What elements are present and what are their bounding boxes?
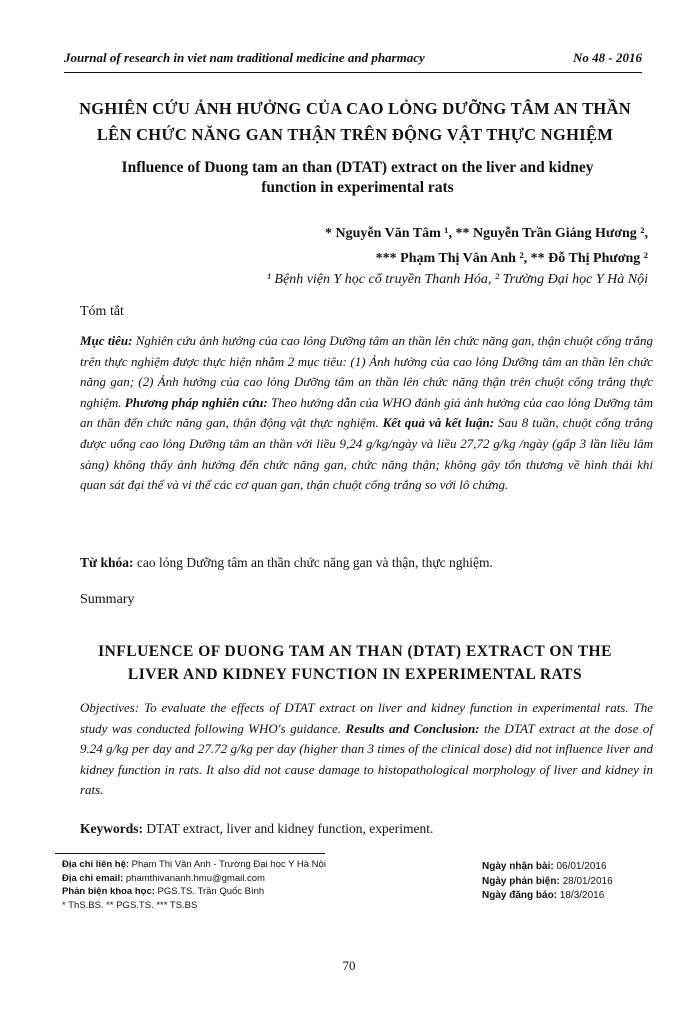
- footnote-contact: [62, 858, 402, 912]
- published-label: Ngày đăng báo:: [482, 890, 558, 901]
- reviewed-value: 28/01/2016: [559, 875, 613, 887]
- keywords-label-en: Keywords:: [80, 821, 143, 836]
- degrees-line: * ThS.BS. ** PGS.TS. *** TS.BS: [62, 899, 198, 911]
- abstract-vi: [80, 331, 653, 496]
- contact-value: Phạm Thị Vân Anh - Trường Đại học Y Hà Nội: [129, 859, 326, 870]
- english-title: [60, 158, 655, 198]
- reviewer-value: PGS.TS. Trần Quốc Bình: [154, 886, 265, 897]
- results-label-en: Results and Conclusion:: [345, 720, 480, 736]
- objective-text-vi: Nghiên cứu ảnh hưởng của cao lỏng Dưỡng tâm an thần lên chức năng gan, thận chuột cống trắng trên thực nghiệm được thực hiện nhằm 2 mục tiêu: (1) Ảnh hưởng của cao lỏng Dưỡng tâm an thần lên chức năng gan; (2) Ảnh hưởng của cao lỏng Dưỡng tâm an thần lên chức năng thận trên chuột cống trắng thực nghiệm.: [80, 333, 653, 410]
- abstract-heading-vi: Tóm tắt: [80, 304, 124, 319]
- keywords-en: [80, 821, 653, 837]
- received-label: Ngày nhận bài:: [482, 861, 554, 872]
- footnote-rule: [55, 853, 325, 854]
- journal-name: Journal of research in viet nam traditional medicine and pharmacy: [64, 50, 425, 65]
- footnote-dates: [482, 860, 662, 904]
- summary-title-line-1: INFLUENCE OF DUONG TAM AN THAN (DTAT) EXTRACT ON THE: [98, 643, 612, 660]
- results-label-vi: Kết quả và kết luận:: [382, 415, 495, 431]
- summary-title-line-2: LIVER AND KIDNEY FUNCTION IN EXPERIMENTAL RATS: [127, 666, 583, 683]
- page-number: 70: [342, 958, 356, 973]
- methods-label-vi: Phương pháp nghiên cứu:: [124, 394, 268, 410]
- keywords-vi: [80, 555, 653, 571]
- summary-heading: Summary: [80, 592, 135, 607]
- english-title-line-2: function in experimental rats: [261, 179, 454, 196]
- keywords-label-vi: Từ khóa:: [80, 555, 134, 570]
- results-text-vi: Sau 8 tuần, chuột cống trắng được uống cao lỏng Dưỡng tâm an thần với liều 9,24 g/kg/ngày và liều 27,72 g/kg /ngày (gấp 3 lần liều lâm sàng) không thấy ảnh hưởng đến chức năng gan, chức năng thận; không gây tổn thương về hình thái khi quan sát đại thể và vi thể các cơ quan gan, thận chuột cống trắng so với lô chứng.: [80, 415, 654, 493]
- objective-label-vi: Mục tiêu:: [80, 333, 133, 348]
- received-date-line: [482, 860, 662, 875]
- contact-label: Địa chỉ liên hệ:: [62, 859, 130, 870]
- objectives-text-en: To evaluate the effects of DTAT extract on liver and kidney function in experimental rats. The study was conducted following WHO's guidance.: [80, 700, 653, 736]
- objectives-label-en: Objectives:: [80, 700, 140, 715]
- reviewed-date-line: [482, 875, 662, 890]
- published-value: 18/3/2016: [557, 890, 605, 901]
- issue-number: No 48 - 2016: [573, 50, 642, 65]
- reviewer-line: [62, 885, 402, 899]
- methods-text-vi: Theo hướng dẫn của WHO đánh giá ảnh hưởng của cao lỏng Dưỡng tâm an thần đến chức năng gan, thận động vật thực nghiệm.: [80, 394, 653, 431]
- vietnamese-title: [40, 96, 670, 148]
- email-label: Địa chỉ email:: [62, 872, 124, 884]
- results-text-en: the DTAT extract at the dose of 9.24 g/kg per day and 27.72 g/kg per day (higher than 3 times of the clinical dose) did not influence liver and kidney function in rats. It also did not cause damage to histopathological morphology of liver and kidney in rats.: [80, 720, 653, 798]
- running-header: [64, 50, 642, 66]
- affiliations: ¹ Bệnh viện Y học cổ truyền Thanh Hóa, ² Trường Đại học Y Hà Nội: [266, 272, 648, 287]
- received-value: 06/01/2016: [553, 861, 607, 872]
- email-value: phamthivananh.hmu@gmail.com: [123, 872, 265, 884]
- reviewer-label: Phản biện khoa học:: [62, 886, 155, 897]
- reviewed-label: Ngày phản biện:: [482, 875, 560, 887]
- email-line: [62, 872, 402, 886]
- vietnamese-title-line-1: NGHIÊN CỨU ẢNH HƯỞNG CỦA CAO LỎNG DƯỠNG TÂM AN THẦN: [79, 99, 631, 118]
- summary-title: [40, 640, 670, 686]
- authors-line-1: * Nguyễn Văn Tâm ¹, ** Nguyễn Trần Giáng Hương ²,: [324, 226, 648, 241]
- authors-line-2: *** Phạm Thị Vân Anh ², ** Đỗ Thị Phương ²: [375, 251, 648, 266]
- english-title-line-1: Influence of Duong tam an than (DTAT) extract on the liver and kidney: [121, 159, 594, 176]
- vietnamese-title-line-2: LÊN CHỨC NĂNG GAN THẬN TRÊN ĐỘNG VẬT THỰC NGHIỆM: [96, 125, 614, 144]
- abstract-en: [80, 698, 653, 801]
- author-list: [48, 221, 648, 271]
- header-rule: [64, 72, 642, 73]
- keywords-text-vi: cao lỏng Dưỡng tâm an thần chức năng gan và thận, thực nghiệm.: [133, 555, 493, 570]
- contact-line: [62, 858, 402, 872]
- keywords-text-en: DTAT extract, liver and kidney function, experiment.: [143, 821, 434, 836]
- published-date-line: [482, 889, 662, 904]
